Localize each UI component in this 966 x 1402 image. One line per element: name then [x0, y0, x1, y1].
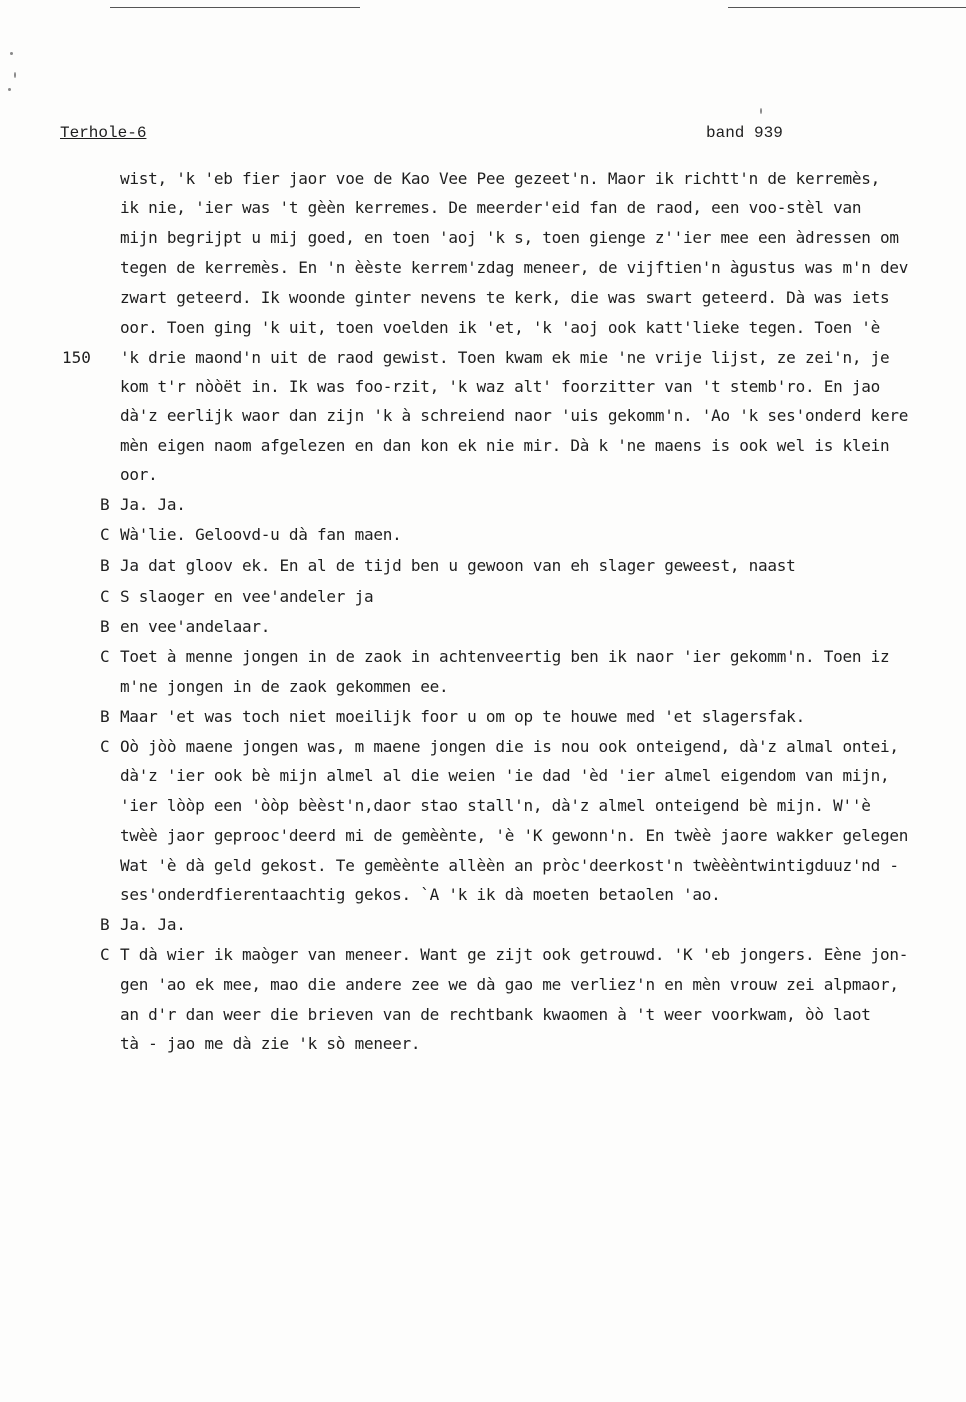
speaker-label: C: [100, 525, 110, 544]
dialogue-text: Ja. Ja.: [120, 915, 186, 934]
speaker-label: C: [100, 737, 110, 756]
dialogue-continuation: tà - jao me dà zie 'k sò meneer.: [120, 1034, 421, 1053]
top-rule-left: [110, 7, 360, 8]
dialogue-text: T dà wier ik maòger van meneer. Want ge zijt ook getrouwd. 'K 'eb jongers. Eène jon-: [120, 945, 909, 964]
dialogue-turn: [100, 617, 946, 636]
dialogue-continuation: gen 'ao ek mee, mao die andere zee we dà gao me verliez'n en mèn vrouw zei alpmaor,: [120, 975, 899, 994]
paragraph-line: wist, 'k 'eb fier jaor voe de Kao Vee Pee gezeet'n. Maor ik richtt'n de kerremès,: [120, 169, 881, 188]
dialogue-text: Ja dat gloov ek. En al de tijd ben u gewoon van eh slager geweest, naast: [120, 556, 796, 575]
top-rule-right: [728, 7, 966, 8]
speaker-label: B: [100, 495, 110, 514]
dialogue-turn: [100, 587, 946, 606]
tape-number: band 939: [706, 124, 783, 142]
paragraph-line: oor.: [120, 465, 158, 484]
line-number: 150: [62, 348, 91, 367]
dialogue-continuation: ses'onderdfierentaachtig gekos. `A 'k ik dà moeten betaolen 'ao.: [120, 885, 721, 904]
dialogue-turn: [100, 525, 946, 544]
speaker-label: B: [100, 707, 110, 726]
dialogue-continuation: Wat 'è dà geld gekost. Te gemèènte allèèn an pròc'deerkost'n twèèèntwintigduuz'nd -: [120, 856, 899, 875]
dialogue-turn: [100, 737, 946, 756]
dialogue-text: Maar 'et was toch niet moeilijk foor u om op te houwe med 'et slagersfak.: [120, 707, 805, 726]
dialogue-text: Oò jòò maene jongen was, m maene jongen die is nou ook onteigend, dà'z almal ontei,: [120, 737, 899, 756]
scan-speck: [14, 72, 16, 78]
speaker-label: C: [100, 647, 110, 666]
paragraph-line: dà'z eerlijk waor dan zijn 'k à schreiend naor 'uis gekomm'n. 'Ao 'k ses'onderd kere: [120, 406, 909, 425]
paragraph-line: mèn eigen naom afgelezen en dan kon ek nie mir. Dà k 'ne maens is ook wel is klein: [120, 436, 890, 455]
scan-speck: [10, 52, 13, 55]
document-id: Terhole-6: [60, 124, 147, 142]
scan-speck: [8, 88, 11, 91]
paragraph-line: zwart geteerd. Ik woonde ginter nevens te kerk, die was swart geteerd. Dà was iets: [120, 288, 890, 307]
dialogue-continuation: 'ier lòòp een 'òòp bèèst'n,daor stao stall'n, dà'z almel onteigend bè mijn. W''è: [120, 796, 871, 815]
speaker-label: B: [100, 556, 110, 575]
dialogue-text: Toet à menne jongen in de zaok in achtenveertig ben ik naor 'ier gekomm'n. Toen iz: [120, 647, 890, 666]
speaker-label: C: [100, 587, 110, 606]
dialogue-turn: [100, 556, 946, 575]
dialogue-turn: [100, 945, 946, 964]
speaker-label: B: [100, 617, 110, 636]
dialogue-text: en vee'andelaar.: [120, 617, 271, 636]
dialogue-continuation: dà'z 'ier ook bè mijn almel al die weien 'ie dad 'èd 'ier almel eigendom van mijn,: [120, 766, 890, 785]
scan-speck: [760, 108, 762, 114]
paragraph-line: ik nie, 'ier was 't gèèn kerremes. De meerder'eid fan de raod, een voo-stèl van: [120, 198, 862, 217]
dialogue-turn: [100, 707, 946, 726]
speaker-label: C: [100, 945, 110, 964]
dialogue-turn: [100, 495, 946, 514]
dialogue-turn: [100, 647, 946, 666]
dialogue-continuation: an d'r dan weer die brieven van de rechtbank kwaomen à 't weer voorkwam, òò laot: [120, 1005, 871, 1024]
dialogue-text: Ja. Ja.: [120, 495, 186, 514]
dialogue-continuation: m'ne jongen in de zaok gekommen ee.: [120, 677, 449, 696]
paragraph-line: oor. Toen ging 'k uit, toen voelden ik 'et, 'k 'aoj ook katt'lieke tegen. Toen 'è: [120, 318, 881, 337]
dialogue-text: S slaoger en vee'andeler ja: [120, 587, 374, 606]
dialogue-text: Wà'lie. Geloovd-u dà fan maen.: [120, 525, 402, 544]
paragraph-line: tegen de kerremès. En 'n èèste kerrem'zdag meneer, de vijftien'n àgustus was m'n dev: [120, 258, 909, 277]
dialogue-continuation: twèè jaor geprooc'deerd mi de gemèènte, 'è 'K gewonn'n. En twèè jaore wakker gelegen: [120, 826, 909, 845]
paragraph-line: 'k drie maond'n uit de raod gewist. Toen kwam ek mie 'ne vrije lijst, ze zei'n, je: [120, 348, 890, 367]
speaker-label: B: [100, 915, 110, 934]
paragraph-line: kom t'r nòòët in. Ik was foo-rzit, 'k waz alt' foorzitter van 't stemb'ro. En jao: [120, 377, 881, 396]
paragraph-line: mijn begrijpt u mij goed, en toen 'aoj 'k s, toen gienge z''ier mee een àdressen om: [120, 228, 899, 247]
dialogue-turn: [100, 915, 946, 934]
